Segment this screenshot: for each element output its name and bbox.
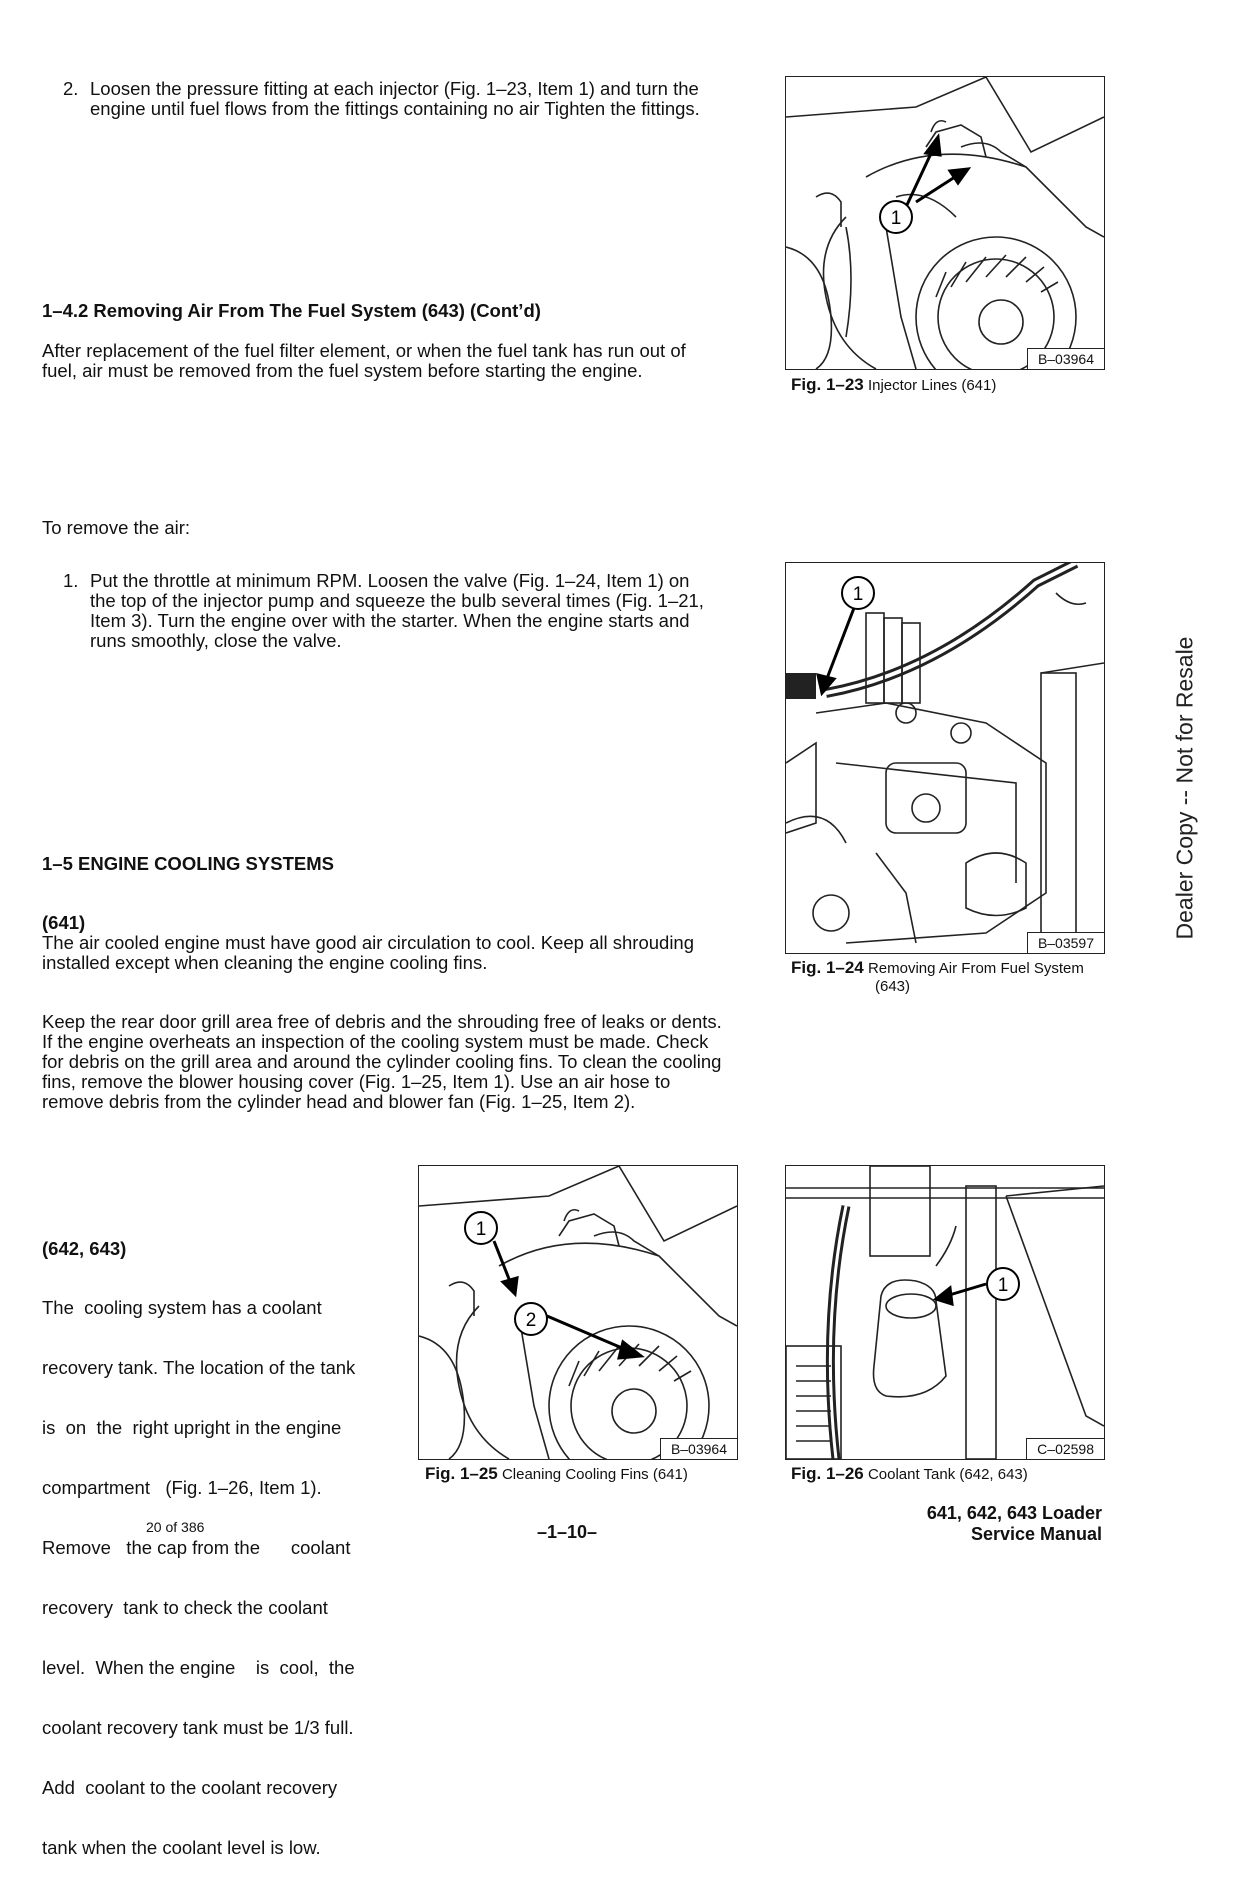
callout-1: 1 [997, 1275, 1009, 1296]
figure-1-24-caption-line-2: (643) [875, 978, 911, 995]
figure-code: C–02598 [1026, 1438, 1104, 1459]
figure-1-23-caption [791, 375, 996, 395]
step-line: Loosen the pressure fitting at each injector (Fig. 1–23, Item 1) and turn the [90, 78, 699, 99]
paragraph-line: The cooling system has a coolant [42, 1297, 322, 1318]
subheading-641: (641) [42, 912, 86, 933]
step-line: Item 3). Turn the engine over with the starter. When the engine starts and [90, 610, 690, 631]
figure-1-25-caption [425, 1464, 688, 1484]
figure-caption-text: Removing Air From Fuel System [867, 960, 1084, 977]
step-2 [63, 78, 780, 119]
paragraph-line: The air cooled engine must have good air circulation to cool. Keep all shrouding [42, 932, 695, 953]
step-line: engine until fuel flows from the fittings containing no air Tighten the fittings. [90, 98, 700, 119]
callout-1: 1 [852, 584, 864, 605]
step-line: Put the throttle at minimum RPM. Loosen the valve (Fig. 1–24, Item 1) on [90, 570, 690, 591]
paragraph-line: recovery tank. The location of the tank [42, 1357, 356, 1378]
figure-code: B–03964 [660, 1438, 737, 1459]
figure-1-26-caption [791, 1464, 1028, 1484]
to-remove-intro: To remove the air: [42, 517, 191, 538]
paragraph-line: is on the right upright in the engine [42, 1417, 342, 1438]
paragraph-line: After replacement of the fuel filter element, or when the fuel tank has run out of [42, 340, 686, 361]
figure-caption-text: Coolant Tank (642, 643) [867, 1466, 1028, 1483]
paragraph-line: Remove the cap from the coolant [42, 1537, 351, 1558]
subheading-642-643: (642, 643) [42, 1238, 127, 1259]
paragraph-line: compartment (Fig. 1–26, Item 1). [42, 1477, 322, 1498]
paragraph-line: Add coolant to the coolant recovery [42, 1777, 338, 1798]
section-1-4-2-paragraph [42, 341, 762, 381]
figure-1-25-cleaning-cooling-fins [418, 1165, 738, 1460]
step-number: 1. [63, 570, 79, 591]
paragraph-line: recovery tank to check the coolant [42, 1597, 328, 1618]
figure-1-24-caption [791, 958, 1084, 978]
page-number: –1–10– [537, 1522, 598, 1542]
injector-pump-illustration [786, 563, 1104, 953]
callout-1: 1 [475, 1219, 487, 1240]
dealer-copy-stamp: Dealer Copy -- Not for Resale [1171, 636, 1198, 940]
coolant-tank-illustration [786, 1166, 1104, 1459]
step-line: the top of the injector pump and squeeze the bulb several times (Fig. 1–21, [90, 590, 704, 611]
section-heading-1-5: 1–5 ENGINE COOLING SYSTEMS [42, 853, 334, 874]
cooling-paragraph-2 [42, 1012, 772, 1112]
paragraph-line: tank when the coolant level is low. [42, 1837, 321, 1858]
injector-lines-illustration [786, 77, 1104, 369]
step-line: runs smoothly, close the valve. [90, 630, 342, 651]
cooling-paragraph-3 [42, 1258, 392, 1878]
figure-1-26-coolant-tank [785, 1165, 1105, 1460]
paragraph-line: If the engine overheats an inspection of the cooling system must be made. Check [42, 1031, 709, 1052]
callout-2: 2 [525, 1310, 537, 1331]
figure-label: Fig. 1–24 [791, 958, 864, 977]
paragraph-line: coolant recovery tank must be 1/3 full. [42, 1717, 354, 1738]
figure-1-24-removing-air [785, 562, 1105, 954]
callout-1: 1 [890, 208, 902, 229]
page-count: 20 of 386 [146, 1519, 205, 1535]
figure-label: Fig. 1–23 [791, 375, 864, 394]
manual-title-line: Service Manual [970, 1524, 1102, 1544]
paragraph-line: for debris on the grill area and around the cylinder cooling fins. To clean the cooling [42, 1051, 722, 1072]
figure-label: Fig. 1–26 [791, 1464, 864, 1483]
figure-label: Fig. 1–25 [425, 1464, 498, 1483]
figure-caption-text: Injector Lines (641) [867, 377, 997, 394]
figure-code: B–03964 [1027, 348, 1104, 369]
figure-code: B–03597 [1027, 932, 1104, 953]
manual-title [927, 1503, 1102, 1545]
paragraph-line: level. When the engine is cool, the [42, 1657, 355, 1678]
paragraph-line: remove debris from the cylinder head and blower fan (Fig. 1–25, Item 2). [42, 1091, 636, 1112]
paragraph-line: fuel, air must be removed from the fuel system before starting the engine. [42, 360, 643, 381]
section-heading-1-4-2: 1–4.2 Removing Air From The Fuel System (643) (Cont’d) [42, 300, 541, 321]
step-1 [63, 570, 780, 651]
manual-title-line: 641, 642, 643 Loader [926, 1503, 1102, 1523]
paragraph-line: fins, remove the blower housing cover (Fig. 1–25, Item 1). Use an air hose to [42, 1071, 671, 1092]
figure-caption-text: Cleaning Cooling Fins (641) [501, 1466, 688, 1483]
cooling-fins-illustration [419, 1166, 737, 1459]
figure-1-23-injector-lines [785, 76, 1105, 370]
paragraph-line: installed except when cleaning the engine cooling fins. [42, 952, 488, 973]
paragraph-line: Keep the rear door grill area free of debris and the shrouding free of leaks or dents. [42, 1011, 722, 1032]
step-number: 2. [63, 78, 79, 99]
cooling-paragraph-1 [42, 933, 762, 973]
